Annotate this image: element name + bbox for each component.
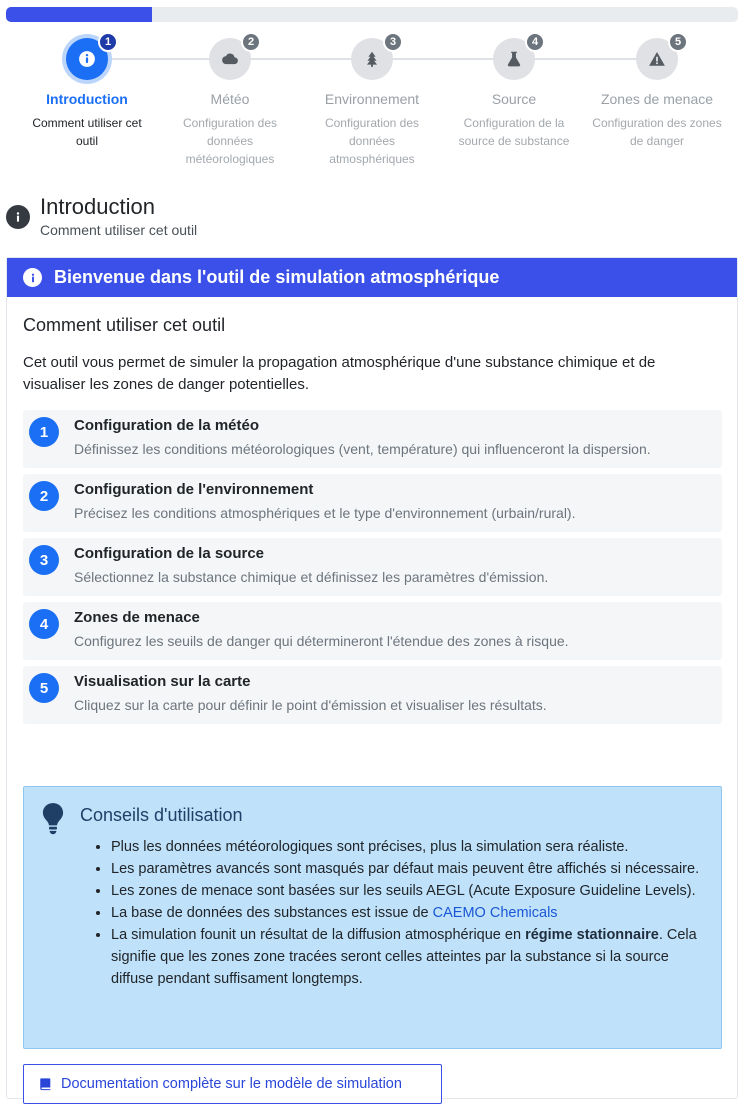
step-circle [493, 36, 539, 80]
list-item [23, 474, 722, 532]
step-circle [66, 36, 112, 80]
step-title: Zones de menace [600, 91, 714, 107]
tip-item [111, 924, 711, 990]
tip-text: . Cela signifie que les zones zone tracées seront celles atteintes par la substance si la source diffuse pendant suffisament longtemps. [111, 927, 697, 987]
step-description: Configuration des données météorologiques [182, 116, 278, 166]
section-header [6, 193, 197, 238]
info-icon [6, 205, 30, 229]
flask-icon [505, 50, 523, 68]
list-item-title: Visualisation sur la carte [74, 673, 251, 690]
card-subtitle: Comment utiliser cet outil [23, 315, 226, 335]
step-number: 2 [29, 481, 59, 511]
list-item-description: Configurez les seuils de danger qui détermineront l'étendue des zones à risque. [74, 633, 569, 649]
step-description: Configuration de la source de substance [458, 116, 570, 148]
tips-box [23, 786, 722, 1049]
list-item [23, 602, 722, 660]
list-item-description: Cliquez sur la carte pour définir le point d'émission et visualiser les résultats. [74, 697, 547, 713]
step-number-badge: 1 [98, 32, 118, 52]
warning-icon [648, 50, 666, 68]
tips-list [111, 836, 711, 990]
step-circle [636, 36, 682, 80]
step-circle [209, 36, 255, 80]
list-item-title: Configuration de la source [74, 545, 265, 562]
list-item-description: Définissez les conditions météorologiques (vent, température) qui influenceront la dispersion. [74, 441, 651, 457]
step-title: Introduction [46, 91, 128, 107]
list-item [23, 538, 722, 596]
step-circle [351, 36, 397, 80]
step-number-badge: 2 [241, 32, 261, 52]
progress-bar [6, 7, 738, 22]
list-item-title: Configuration de l'environnement [74, 481, 314, 498]
step-number: 3 [29, 545, 59, 575]
step-number-badge: 4 [525, 32, 545, 52]
how-to-steps-list [23, 410, 722, 730]
step-description: Configuration des zones de danger [592, 116, 722, 148]
cloud-icon [221, 50, 239, 68]
list-item [23, 410, 722, 468]
tree-icon [363, 50, 381, 68]
card-title: Bienvenue dans l'outil de simulation atmosphérique [54, 267, 500, 287]
step-number-badge: 5 [668, 32, 688, 52]
documentation-button-label: Documentation complète sur le modèle de simulation [61, 1076, 402, 1092]
step-number: 4 [29, 609, 59, 639]
documentation-button[interactable] [23, 1064, 442, 1104]
info-icon [78, 50, 96, 68]
step-description: Comment utiliser cet outil [32, 116, 142, 148]
step-title: Environnement [324, 91, 420, 107]
step-number-badge: 3 [383, 32, 403, 52]
step-title: Météo [210, 91, 250, 107]
list-item-title: Configuration de la météo [74, 417, 260, 434]
card-intro-text: Cet outil vous permet de simuler la propagation atmosphérique d'une substance chimique et de visualiser les zones de danger potentielles. [23, 354, 656, 393]
step-number: 1 [29, 417, 59, 447]
page-title: Introduction [40, 194, 155, 219]
card-header [7, 258, 737, 297]
list-item-description: Sélectionnez la substance chimique et définissez les paramètres d'émission. [74, 569, 549, 585]
progress-bar-fill [6, 7, 152, 22]
lightbulb-icon [40, 802, 66, 836]
tip-item: • Les paramètres avancés sont masqués par défaut mais peuvent être affichés si nécessaire. [111, 858, 711, 880]
list-item-description: Précisez les conditions atmosphériques et le type d'environnement (urbain/rural). [74, 505, 576, 521]
caemo-chemicals-link[interactable]: CAEMO Chemicals [432, 905, 558, 921]
tips-title: Conseils d'utilisation [80, 805, 243, 825]
stepper-step-zones-de-menace[interactable] [586, 28, 728, 150]
stepper-step-introduction[interactable] [16, 28, 158, 150]
tip-item: • Les zones de menace sont basées sur les seuils AEGL (Acute Exposure Guideline Levels). [111, 880, 711, 902]
book-icon [39, 1077, 52, 1091]
tip-text: La base de données des substances est issue de [111, 905, 433, 921]
wizard-stepper [0, 28, 747, 178]
tip-text: La simulation founit un résultat de la diffusion atmosphérique en [111, 927, 526, 943]
page-subtitle: Comment utiliser cet outil [40, 222, 198, 238]
stepper-step-environnement[interactable] [301, 28, 443, 168]
tip-item [111, 902, 711, 924]
stepper-step-meteo[interactable] [159, 28, 301, 168]
info-icon [23, 268, 42, 287]
tip-item: • Plus les données météorologiques sont précises, plus la simulation sera réaliste. [111, 836, 711, 858]
tip-bold-text: régime stationnaire [525, 927, 659, 943]
step-title: Source [491, 91, 537, 107]
stepper-step-source[interactable] [443, 28, 585, 150]
step-description: Configuration des données atmosphériques [324, 116, 420, 166]
list-item-title: Zones de menace [74, 609, 200, 626]
step-number: 5 [29, 673, 59, 703]
list-item [23, 666, 722, 724]
welcome-card [6, 257, 738, 1099]
